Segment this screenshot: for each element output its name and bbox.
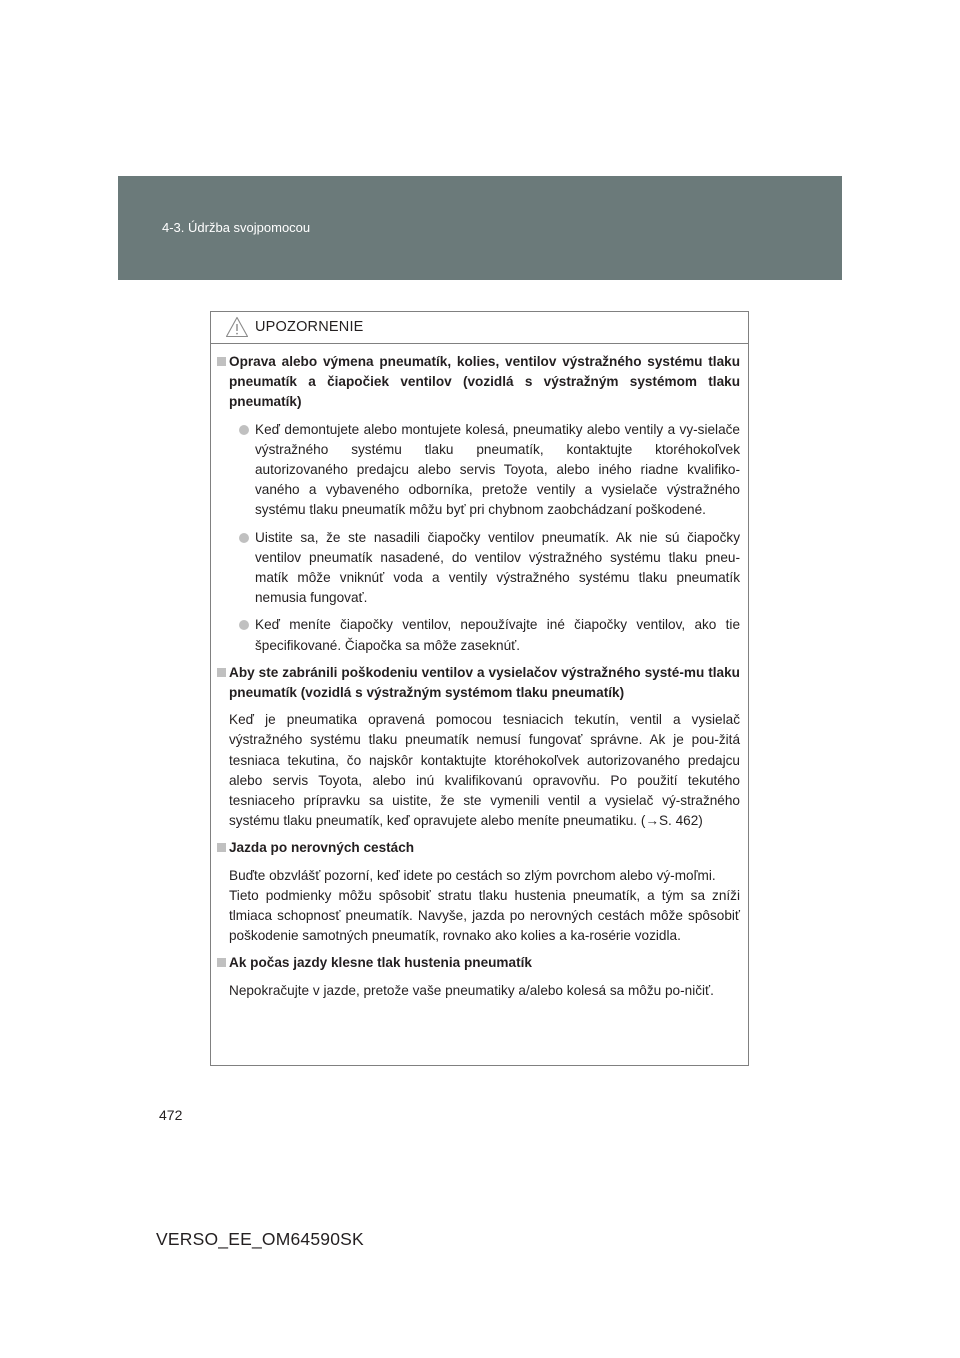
section-heading: Ak počas jazdy klesne tlak hustenia pneumatík [229, 955, 532, 971]
list-item-text: Keď meníte čiapočky ventilov, nepoužívajte iné čiapočky ventilov, ako tie špecifikované. Čiapočka sa môže zaseknúť. [255, 617, 740, 653]
document-code: VERSO_EE_OM64590SK [156, 1229, 364, 1249]
square-bullet-icon [217, 668, 226, 677]
section-paragraph [229, 866, 740, 947]
warning-section [217, 352, 740, 656]
page-number: 472 [159, 1107, 183, 1123]
section-paragraph: Keď je pneumatika opravená pomocou tesniacich tekutín, ventil a vysielač výstražného systému tlaku pneumatík nemusí fungovať správne. Ak je pou-žitá tesniaca tekutina, čo najskôr kontaktujte ktoréhokoľvek autorizovaného predajcu alebo servis Toyota, alebo inú kvalifikovanú opravovňu. Po použití tekutého tesniaceho prípravku sa uistite, že ste vymenili ventil a vysielač vý-stražného systému tlaku pneumatík, keď opravujete alebo meníte pneumatiku. (→S. 462) [229, 712, 740, 829]
header-band [118, 176, 842, 280]
warning-section [217, 838, 740, 946]
warning-box [210, 311, 749, 1066]
list-item [229, 615, 740, 655]
warning-content [211, 344, 748, 1001]
warning-title: UPOZORNENIE [255, 319, 364, 335]
warning-section [217, 953, 740, 1000]
list-item [229, 420, 740, 521]
round-bullet-icon [239, 620, 249, 630]
warning-triangle-icon [225, 316, 249, 338]
square-bullet-icon [217, 357, 226, 366]
list-item-text: Uistite sa, že ste nasadili čiapočky ventilov pneumatík. Ak nie sú čiapočky ventilov pneumatík nasadené, do ventilov výstražného systému tlaku pneu-matík môže vniknúť voda a ventily výstražného systému tlaku pneumatík nemusia fungovať. [255, 529, 740, 606]
round-bullet-icon [239, 533, 249, 543]
section-title: 4-3. Údržba svojpomocou [162, 220, 311, 235]
section-heading: Jazda po nerovných cestách [229, 840, 415, 856]
square-bullet-icon [217, 958, 226, 967]
section-paragraph: Nepokračujte v jazde, pretože vaše pneumatiky a/alebo kolesá sa môžu po-ničiť. [229, 982, 714, 998]
list-item [229, 528, 740, 609]
section-heading: Aby ste zabránili poškodeniu ventilov a vysielačov výstražného systé-mu tlaku pneumatík (vozidlá s výstražným systémom tlaku pneumatík) [229, 664, 740, 701]
round-bullet-icon [239, 425, 249, 435]
warning-header [211, 312, 748, 344]
section-heading: Oprava alebo výmena pneumatík, kolies, ventilov výstražného systému tlaku pneumatík a čiapočiek ventilov (vozidlá s výstražným systémom tlaku pneumatík) [229, 354, 740, 410]
paragraph-line: Tieto podmienky môžu spôsobiť stratu tlaku hustenia pneumatík, a tým sa zníži tlmiaca schopnosť pneumatík. Navyše, jazda po nerovných cestách môže spôsobiť poškodenie samotných pneumatík, rovnako ako kolies a ka-rosérie vozidla. [229, 887, 740, 944]
list-item-text: Keď demontujete alebo montujete kolesá, pneumatiky alebo ventily a vy-sielače výstražného systému tlaku pneumatík, kontaktujte ktoréhokoľvek autorizovaného predajcu alebo servis Toyota, alebo iného riadne kvalifiko-vaného a vybaveného odborníka, pretože ventily a vysielače výstražného systému tlaku pneumatík môžu byť pri chybnom zaobchádzaní poškodené. [255, 421, 740, 518]
warning-section [217, 663, 740, 832]
paragraph-line: Buďte obzvlášť pozorní, keď idete po cestách so zlým povrchom alebo vý-moľmi. [229, 867, 716, 883]
square-bullet-icon [217, 843, 226, 852]
